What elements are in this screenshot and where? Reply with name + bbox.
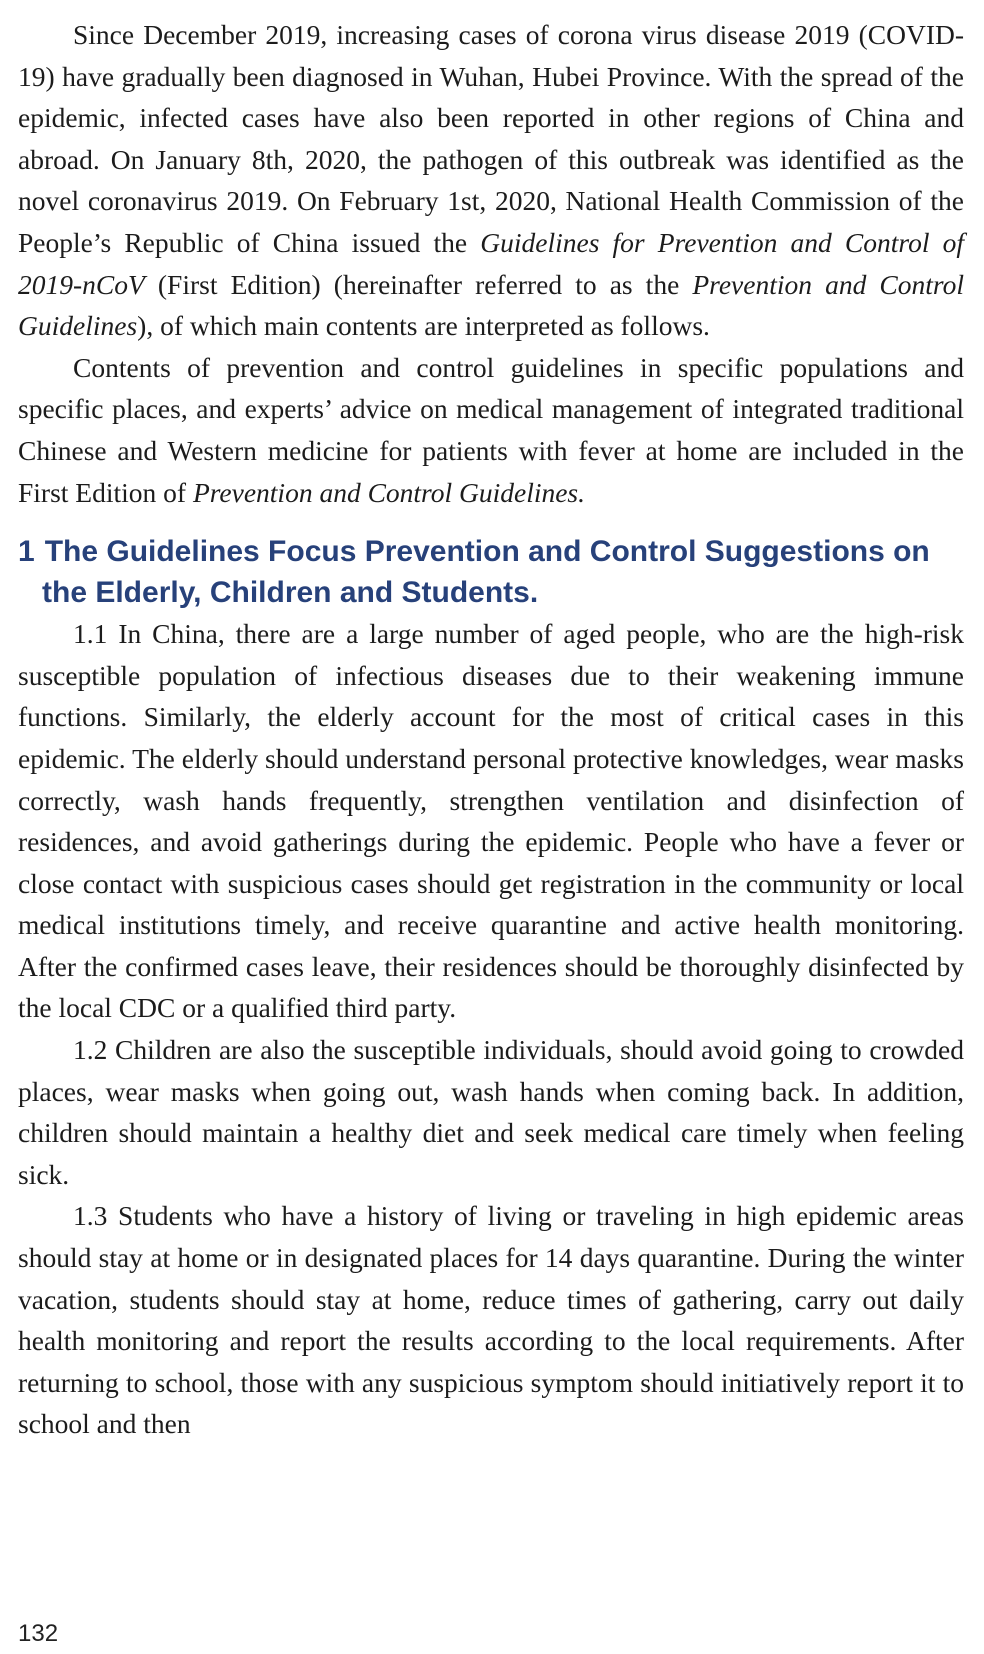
intro-text-2a: Contents of prevention and control guidelines in specific populations and specific places, and experts’ advice on medical management of integrated traditional Chinese and Western medicine for patients with fever at home are included in the First Edition of: [18, 351, 964, 508]
section-heading: [18, 531, 964, 613]
intro-paragraph-1: [18, 14, 964, 347]
section-number: 1: [18, 535, 35, 569]
guidelines-title: Guidelines for Prevention and Control of 2019-nCoV: [18, 226, 964, 300]
document-page: [18, 14, 964, 1445]
paragraph-1-2: 1.2 Children are also the susceptible individuals, should avoid going to crowded places, wear masks when going out, wash hands when coming back. In addition, children should maintain a healthy diet and seek medical care timely when feeling sick.: [18, 1034, 964, 1190]
intro-text-1c: ), of which main contents are interpreted as follows.: [137, 310, 710, 342]
section-heading-text: The Guidelines Focus Prevention and Control Suggestions on the Elderly, Children and Students.: [42, 535, 930, 610]
page-number: 132: [18, 1620, 59, 1647]
paragraph-1-1: 1.1 In China, there are a large number of aged people, who are the high-risk susceptible population of infectious diseases due to their weakening immune functions. Similarly, the elderly account for the most of critical cases in this epidemic. The elderly should understand personal protective knowledges, wear masks correctly, wash hands frequently, strengthen ventilation and disinfection of residences, and avoid gatherings during the epidemic. People who have a fever or close contact with suspicious cases should get registration in the community or local medical institutions timely, and receive quarantine and active health monitoring. After the confirmed cases leave, their residences should be thoroughly disinfected by the local CDC or a qualified third party.: [18, 618, 964, 1024]
guidelines-title-2: Prevention and Control Guidelines.: [192, 476, 586, 508]
intro-text-1b: (First Edition) (hereinafter referred to as the: [144, 268, 693, 300]
guidelines-short-title: Prevention and Control Guidelines: [18, 268, 964, 342]
intro-text-1a: Since December 2019, increasing cases of corona virus disease 2019 (COVID-19) have gradually been diagnosed in Wuhan, Hubei Province. With the spread of the epidemic, infected cases have also been reported in other regions of China and abroad. On January 8th, 2020, the pathogen of this outbreak was identified as the novel coronavirus 2019. On February 1st, 2020, National Health Commission of the People’s Republic of China issued the: [18, 19, 964, 258]
intro-paragraph-2: [18, 347, 964, 513]
paragraph-1-3: 1.3 Students who have a history of living or traveling in high epidemic areas should stay at home or in designated places for 14 days quarantine. During the winter vacation, students should stay at home, reduce times of gathering, carry out daily health monitoring and report the results according to the local requirements. After returning to school, those with any suspicious symptom should initiatively report it to school and then: [18, 1200, 964, 1440]
